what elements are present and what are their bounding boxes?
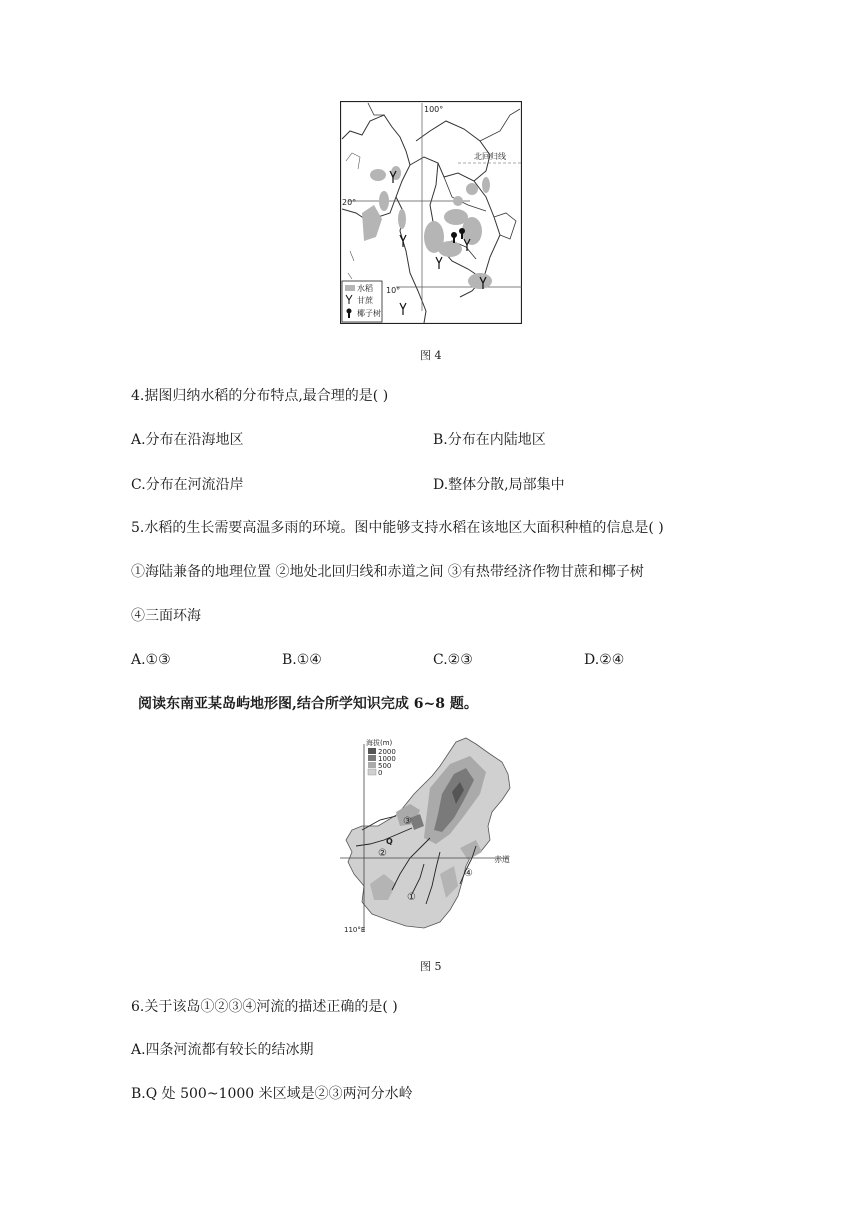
label-river-3: ③ [403,816,412,827]
question-4-option-b: B.分布在内陆地区 [433,432,546,448]
label-river-4: ④ [464,868,473,879]
question-6-stem: 6.关于该岛①②③④河流的描述正确的是( ) [131,999,398,1015]
figure-4-caption: 图 4 [420,349,442,362]
map-label-tropic: 北回归线 [474,152,506,161]
question-5-option-c: C.②③ [433,652,473,668]
figure-4-legend [342,281,382,322]
figure-5-caption: 图 5 [420,960,442,973]
legend-level-2000: 2000 [378,748,396,756]
map-label-20: 20° [342,198,357,207]
label-equator: 赤道 [494,855,510,864]
figure-5-legend [366,738,396,777]
legend-rice: 水稻 [357,284,373,293]
legend-sugarcane: 甘蔗 [357,296,373,305]
legend-level-500: 500 [378,762,392,770]
label-river-2: ② [378,848,387,859]
map-label-10: 10° [386,286,401,295]
reading-instruction: 阅读东南亚某岛屿地形图,结合所学知识完成 6~8 题。 [138,696,478,712]
figure-5-map [340,734,522,934]
question-5-stem: 5.水稻的生长需要高温多雨的环境。图中能够支持水稻在该地区大面积种植的信息是( ) [131,520,664,536]
question-4-stem: 4.据图归纳水稻的分布特点,最合理的是( ) [131,388,389,404]
question-4-option-c: C.分布在河流沿岸 [131,477,244,493]
question-5-items-line-2: ④三面环海 [131,608,201,624]
legend-level-0: 0 [378,769,383,777]
legend-level-1000: 1000 [378,755,396,763]
label-110e: 110°E [344,926,366,934]
question-5-items-line-1: ①海陆兼备的地理位置 ②地处北回归线和赤道之间 ③有热带经济作物甘蔗和椰子树 [131,564,644,580]
map-label-100: 100° [424,105,444,114]
label-point-q: Q [386,837,393,846]
question-5-option-a: A.①③ [131,652,171,668]
figure-4-map [340,101,522,324]
question-4-option-d: D.整体分散,局部集中 [433,477,565,493]
question-6-option-b: B.Q 处 500~1000 米区域是②③两河分水岭 [131,1086,413,1102]
label-river-1: ① [407,892,416,903]
question-6-option-a: A.四条河流都有较长的结冰期 [131,1042,314,1058]
question-5-option-d: D.②④ [584,652,625,668]
question-4-option-a: A.分布在沿海地区 [131,432,244,448]
legend-coconut: 椰子树 [357,309,381,318]
legend-elevation-title: 海拔(m) [366,739,393,747]
question-5-option-b: B.①④ [282,652,322,668]
